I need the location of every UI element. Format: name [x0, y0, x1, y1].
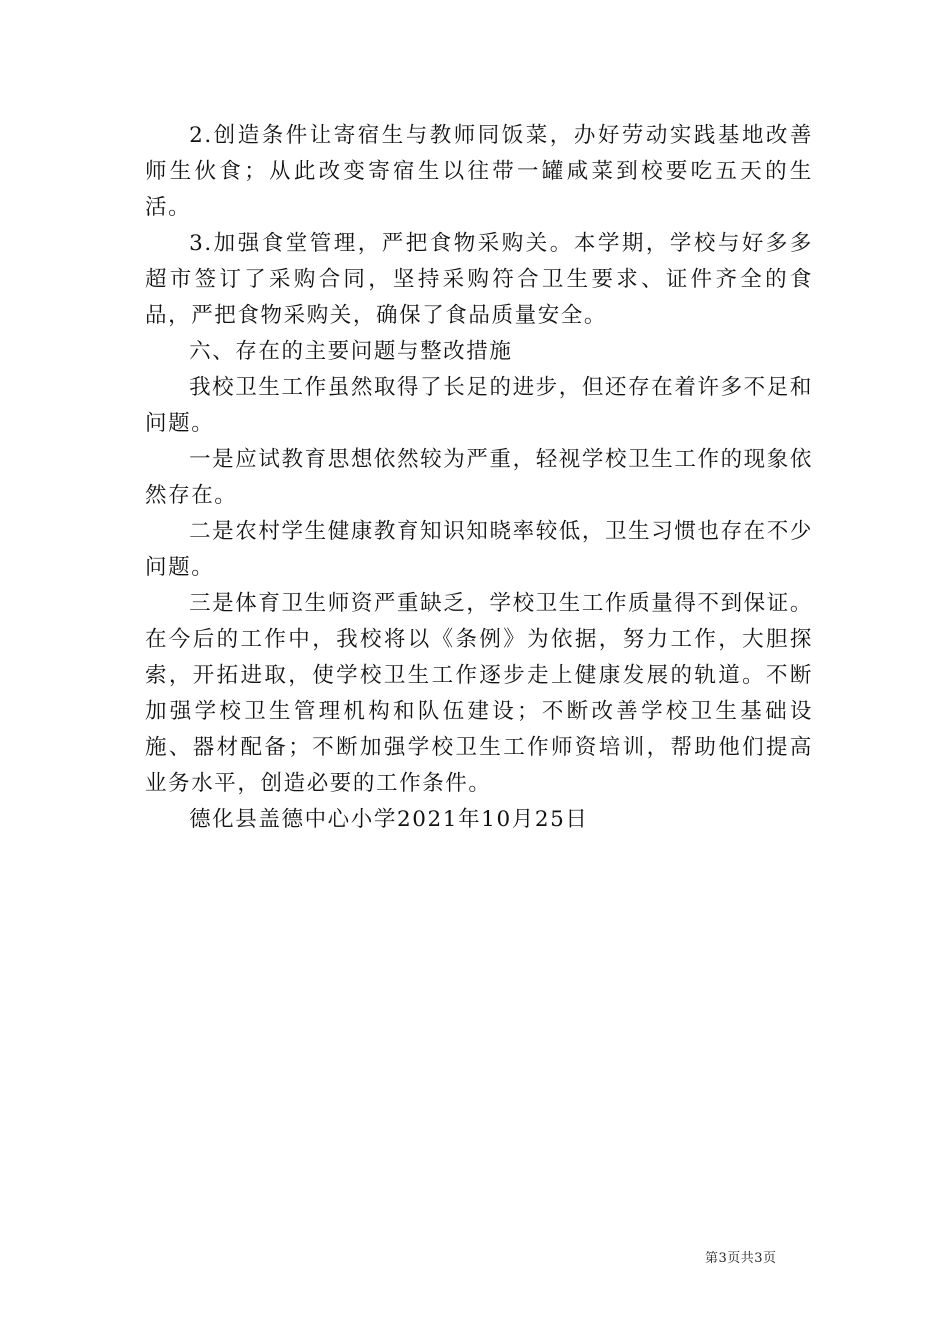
page-number: 第3页共3页 [705, 1251, 777, 1266]
paragraph-problem-three: 三是体育卫生师资严重缺乏，学校卫生工作质量得不到保证。在今后的工作中，我校将以《条例》为依据，努力工作，大胆探索，开拓进取，使学校卫生工作逐步走上健康发展的轨道。不断加强学校卫生管理机构和队伍建设；不断改善学校卫生基础设施、器材配备；不断加强学校卫生工作师资培训，帮助他们提高业务水平，创造必要的工作条件。 [145, 591, 813, 796]
section-heading-problems: 六、存在的主要问题与整改措施 [189, 339, 513, 364]
paragraph-meals: 2.创造条件让寄宿生与教师同饭菜，办好劳动实践基地改善师生伙食；从此改变寄宿生以往带一罐咸菜到校要吃五天的生活。 [145, 123, 813, 220]
paragraph-problem-two: 二是农村学生健康教育知识知晓率较低，卫生习惯也存在不少问题。 [145, 519, 813, 580]
signature-date: 德化县盖德中心小学2021年10月25日 [189, 807, 589, 832]
document-body [145, 118, 813, 838]
paragraph-intro-problems: 我校卫生工作虽然取得了长足的进步，但还存在着许多不足和问题。 [145, 375, 813, 436]
paragraph-canteen: 3.加强食堂管理，严把食物采购关。本学期，学校与好多多超市签订了采购合同，坚持采购符合卫生要求、证件齐全的食品，严把食物采购关，确保了食品质量安全。 [145, 231, 813, 328]
paragraph-problem-one: 一是应试教育思想依然较为严重，轻视学校卫生工作的现象依然存在。 [145, 447, 813, 508]
